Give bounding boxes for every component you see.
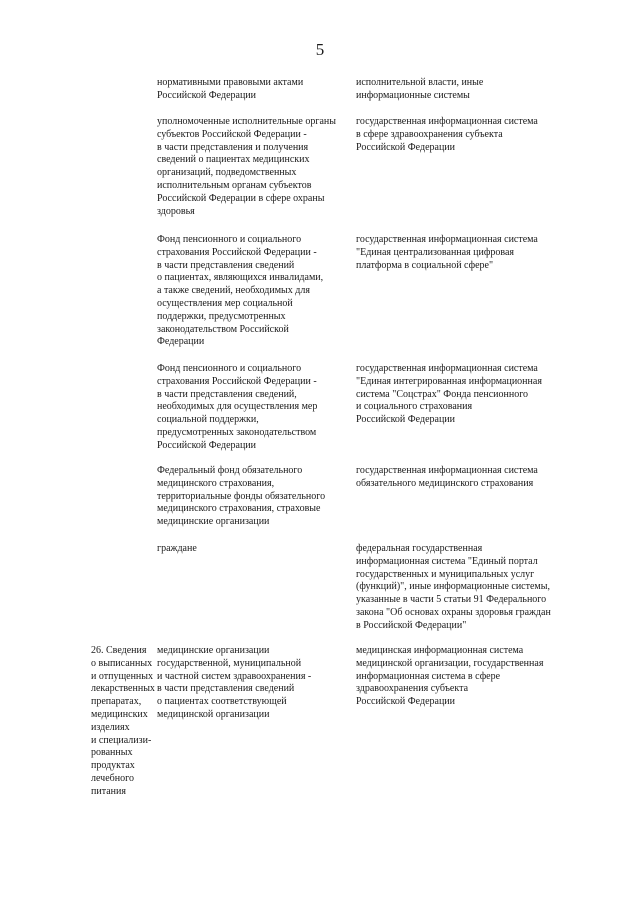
row-4-subject: Фонд пенсионного и социального страхования Российской Федерации - в части представления сведений, необходимых для осуществления мер социальной поддержки, предусмотренных законодательством Российской Федерации — [157, 363, 318, 451]
row-6-subject: граждане — [157, 543, 197, 554]
row-3-subject: Фонд пенсионного и социального страхования Российской Федерации - в части представления сведений о пациентах, являющихся инвалидами, а также сведений, необходимых для осуществления мер социальной поддержки, предусмотренных законодательством Российской Федерации — [157, 234, 324, 348]
row-5-subject: Федеральный фонд обязательного медицинского страхования, территориальные фонды обязательного медицинского страхования, страховые медицинские организации — [157, 465, 326, 528]
row-2-system: государственная информационная система в сфере здравоохранения субъекта Российской Федерации — [356, 116, 538, 153]
row-3-system: государственная информационная система "Единая централизованная цифровая платформа в социальной сфере" — [356, 234, 538, 271]
row-5-system: государственная информационная система обязательного медицинского страхования — [356, 465, 538, 489]
row-4-system: государственная информационная система "Единая интегрированная информационная система "Соцстрах" Фонда пенсионного и социального страхования Российской Федерации — [356, 363, 542, 426]
row-7-item-title: 26. Сведения о выписанных и отпущенных лекарственных препаратах, медицинских изделиях и специализи- рованных продуктах лечебного питания — [91, 645, 155, 797]
row-1-subject: нормативными правовыми актами Российской Федерации — [157, 77, 304, 101]
row-6-system: федеральная государственная информационная система "Единый портал государственных и муниципальных услуг (функций)", иные информационные системы, указанные в части 5 статьи 91 Федерального закона "Об основах охраны здоровья граждан в Российской Федерации" — [356, 543, 551, 631]
page-number: 5 — [315, 40, 325, 59]
row-2-subject: уполномоченные исполнительные органы субъектов Российской Федерации - в части представления и получения сведений о пациентах медицинских организаций, подведомственных исполнительным органам субъектов Российской Федерации в сфере охраны здоровья — [157, 116, 336, 217]
row-1-system: исполнительной власти, иные информационные системы — [356, 77, 484, 101]
row-7-subject: медицинские организации государственной, муниципальной и частной систем здравоохранения - в части представления сведений о пациентах соответствующей медицинской организации — [157, 645, 312, 720]
row-7-system: медицинская информационная система медицинской организации, государственная информационная система в сфере здравоохранения субъекта Российской Федерации — [356, 645, 544, 708]
